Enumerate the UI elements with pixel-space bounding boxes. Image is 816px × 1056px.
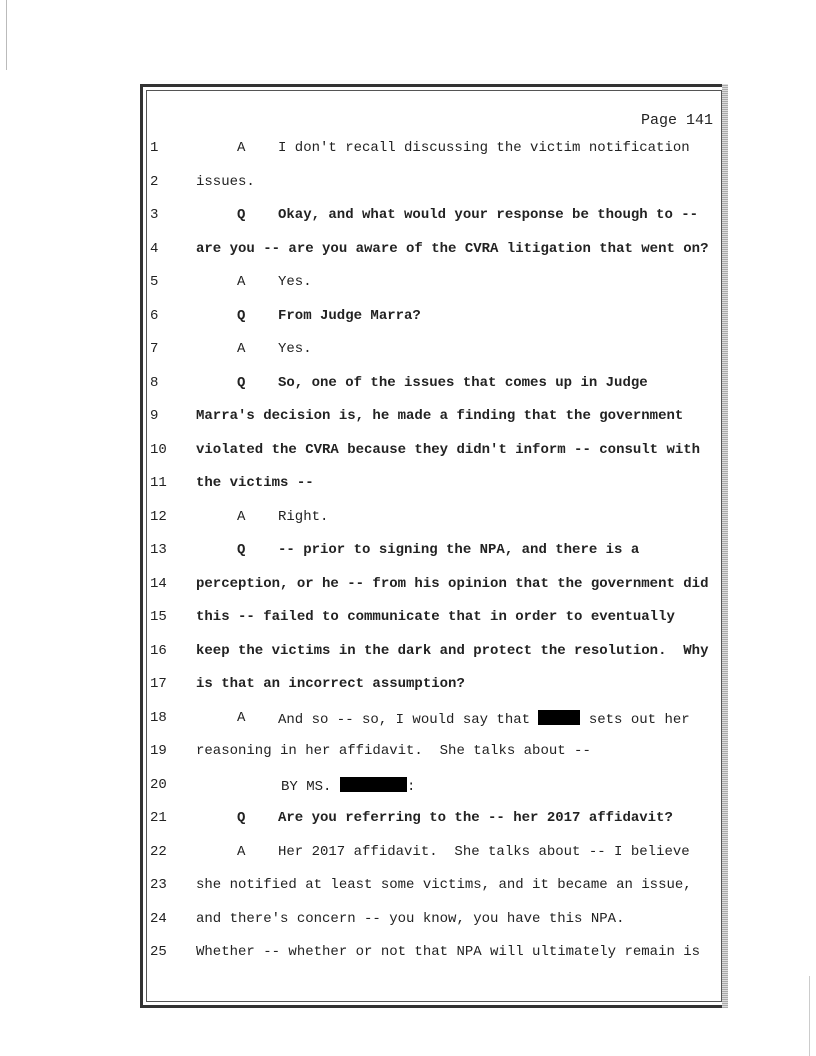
line-number: 11 — [150, 475, 167, 491]
text-segment: So, one of the issues that comes up in Judge — [278, 374, 648, 391]
line-number: 18 — [150, 709, 167, 726]
line-text — [196, 676, 465, 692]
line-number: 7 — [150, 341, 159, 357]
text-segment: is that an incorrect assumption? — [196, 676, 465, 692]
line-number: 4 — [150, 240, 159, 257]
line-text — [196, 643, 708, 659]
line-number: 19 — [150, 743, 167, 759]
text-segment: violated the CVRA because they didn't inform -- consult with — [196, 441, 701, 458]
line-number: 9 — [150, 408, 159, 424]
line-text — [278, 844, 690, 860]
text-segment: Whether -- whether or not that NPA will ultimately remain is — [196, 944, 701, 960]
text-segment: From Judge Marra? — [278, 307, 421, 324]
text-segment: keep the victims in the dark and protect the resolution. Why — [196, 642, 709, 659]
text-segment: perception, or he -- from his opinion that the government did — [196, 575, 709, 592]
line-text — [278, 274, 312, 290]
line-number: 13 — [150, 542, 167, 558]
answer-marker: A — [237, 341, 246, 357]
line-number: 6 — [150, 307, 159, 324]
line-text — [278, 341, 312, 357]
answer-marker: A — [237, 274, 246, 290]
line-text — [196, 609, 675, 625]
question-marker: Q — [237, 542, 246, 558]
line-text — [278, 140, 690, 156]
text-segment: Her 2017 affidavit. She talks about -- I believe — [278, 843, 690, 860]
answer-marker: A — [237, 843, 246, 860]
line-text — [196, 743, 591, 759]
line-number: 10 — [150, 441, 167, 458]
line-text — [196, 174, 255, 190]
line-number: 20 — [150, 776, 167, 793]
line-number: 2 — [150, 173, 159, 190]
line-number: 24 — [150, 910, 167, 927]
question-marker: Q — [237, 207, 246, 223]
line-text — [196, 911, 624, 927]
redaction-block — [340, 777, 407, 792]
line-number: 21 — [150, 810, 167, 826]
text-segment: Yes. — [278, 274, 312, 290]
line-number: 22 — [150, 843, 167, 860]
line-number: 25 — [150, 944, 167, 960]
line-number: 23 — [150, 877, 167, 893]
line-number: 17 — [150, 676, 167, 692]
text-segment: this -- failed to communicate that in order to eventually — [196, 609, 675, 625]
text-segment: Okay, and what would your response be though to -- — [278, 207, 699, 223]
text-segment: she notified at least some victims, and it became an issue, — [196, 877, 692, 893]
redaction-block — [538, 710, 580, 725]
line-number: 1 — [150, 140, 159, 156]
text-segment: : — [407, 778, 416, 795]
line-text — [278, 509, 328, 525]
line-text — [278, 207, 698, 223]
line-text — [278, 308, 421, 324]
line-text — [278, 810, 673, 826]
text-segment: reasoning in her affidavit. She talks about -- — [196, 743, 591, 759]
text-segment: are you -- are you aware of the CVRA litigation that went on? — [196, 240, 709, 257]
line-text — [196, 576, 708, 592]
answer-marker: A — [237, 709, 246, 726]
text-segment: I don't recall discussing the victim notification — [278, 140, 690, 156]
question-marker: Q — [237, 810, 246, 826]
line-text — [196, 442, 700, 458]
line-text — [278, 542, 639, 558]
page-number: Page 141 — [640, 112, 713, 129]
line-number: 14 — [150, 575, 167, 592]
question-marker: Q — [237, 307, 246, 324]
text-segment: and there's concern -- you know, you have this NPA. — [196, 910, 625, 927]
text-segment: issues. — [196, 173, 255, 190]
line-text — [196, 408, 683, 424]
text-segment: sets out her — [580, 711, 690, 728]
question-marker: Q — [237, 374, 246, 391]
text-segment: -- prior to signing the NPA, and there is a — [278, 542, 640, 558]
frame-shadow — [722, 84, 728, 1008]
line-text — [196, 241, 708, 257]
line-number: 12 — [150, 508, 167, 525]
line-text — [278, 710, 690, 728]
line-number: 16 — [150, 642, 167, 659]
line-number: 8 — [150, 374, 159, 391]
line-text — [281, 777, 415, 795]
text-segment: Yes. — [278, 341, 312, 357]
scan-margin-mark — [809, 976, 810, 1056]
line-number: 15 — [150, 609, 167, 625]
answer-marker: A — [237, 508, 246, 525]
line-text — [196, 877, 692, 893]
text-segment: And so -- so, I would say that — [278, 711, 539, 728]
text-segment: Marra's decision is, he made a finding that the government — [196, 408, 684, 424]
answer-marker: A — [237, 140, 246, 156]
line-number: 3 — [150, 207, 159, 223]
text-segment: Are you referring to the -- her 2017 affidavit? — [278, 810, 673, 826]
text-segment: the victims -- — [196, 475, 314, 491]
scan-margin-mark — [6, 0, 7, 70]
line-text — [196, 944, 700, 960]
line-number: 5 — [150, 274, 159, 290]
text-segment: Right. — [278, 508, 329, 525]
text-segment: BY MS. — [281, 778, 340, 795]
line-text — [278, 375, 648, 391]
line-text — [196, 475, 314, 491]
